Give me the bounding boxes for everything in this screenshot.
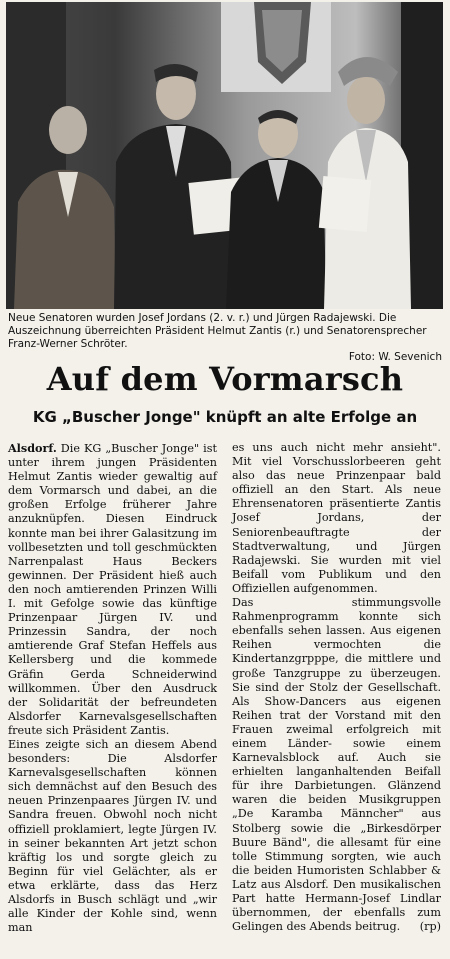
paragraph: es uns auch nicht mehr ansieht". Mit viel Vorschusslorbeeren geht also das neue Prinzenpaar bald offiziell an den Start. Als neue Ehrensenatoren präsentierte Zantis Josef Jordans, der Seniorenbeauftragte der Stadtverwaltung, und Jürgen Radajewski. Sie wurden mit viel Beifall vom Publikum und den Offiziellen aufgenommen. xyxy=(232,441,441,595)
article-subhead: KG „Buscher Jonge" knüpft an alte Erfolge an xyxy=(32,408,418,426)
group-photo-icon xyxy=(6,2,443,309)
photo-credit: Foto: W. Sevenich xyxy=(348,351,442,363)
paragraph xyxy=(232,596,441,934)
dateline: Alsdorf. xyxy=(8,441,57,455)
article-headline: Auf dem Vormarsch xyxy=(46,360,404,398)
author-tag: (rp) xyxy=(419,920,441,934)
article-photo xyxy=(6,2,443,309)
paragraph: Eines zeigte sich an diesem Abend besonders: Die Alsdorfer Karnevalsgesellschaften können sich demnächst auf den Besuch des neuen Prinzenpaares Jürgen IV. und Sandra freuen. Obwohl noch nicht offiziell proklamiert, legte Jürgen IV. in seiner bekannten Art jetzt schon kräftig los und sorgte gleich zu Beginn für viel Gelächter, als er etwa erklärte, dass das Herz Alsdorfs in Busch schlägt und „wir alle Kinder der Kohle sind, wenn man xyxy=(8,737,217,935)
paragraph-text: Die KG „Buscher Jonge" ist unter ihrem jungen Präsidenten Helmut Zantis wieder gewaltig auf dem Vormarsch und dabei, an die großen Erfolge früherer Jahre anzuknüpfen. Diesen Eindruck konnte man bei ihrer Galasitzung im vollbesetzten und toll geschmückten Narrenpalast Haus Beckers gewinnen. Der Präsident hieß auch den noch amtierenden Prinzen Willi I. mit Gefolge sowie das künftige Prinzenpaar Jürgen IV. und Prinzessin Sandra, der noch amtierende Graf Stefan Heffels aus Kellersberg und die kommede Gräfin Gerda Schneiderwind willkommen. Über den Ausdruck der Solidarität der befreundeten Alsdorfer Karnevalsgesellschaften freute sich Präsident Zantis. xyxy=(8,442,217,737)
paragraph xyxy=(8,441,217,738)
article-column-right xyxy=(232,441,441,934)
caption-text: Neue Senatoren wurden Josef Jordans (2. v. r.) und Jürgen Radajewski. Die Auszeichnung überreichten Präsident Helmut Zantis (r.) und Senatorensprecher Franz-Werner Schröter. xyxy=(8,312,427,350)
article-column-left xyxy=(8,441,217,935)
paragraph-text: Das stimmungsvolle Rahmenprogramm konnte sich ebenfalls sehen lassen. Aus eigenen Reihen vermochten die Kindertanzgrpppe, die mittlere und große Tanzgruppe zu überzeugen. Sie sind der Stolz der Gesellschaft. Als Show-Dancers aus eigenen Reihen trat der Vorstand mit den Frauen zweimal erfolgreich mit einem Länder- sowie einem Karnevalsblock auf. Auch sie erhielten langanhaltenden Beifall für ihre Darbietungen. Glänzend waren die beiden Musikgruppen „De Karamba Männcher" aus Stolberg sowie die „Birkesdörper Buure Bänd", die allesamt für eine tolle Stimmung sorgten, wie auch die beiden Humoristen Schlabber & Latz aus Alsdorf. Den musikalischen Part hatte Hermann-Josef Lindlar übernommen, der ebenfalls zum Gelingen des Abends beitrug. xyxy=(232,596,441,934)
photo-caption xyxy=(8,312,442,364)
